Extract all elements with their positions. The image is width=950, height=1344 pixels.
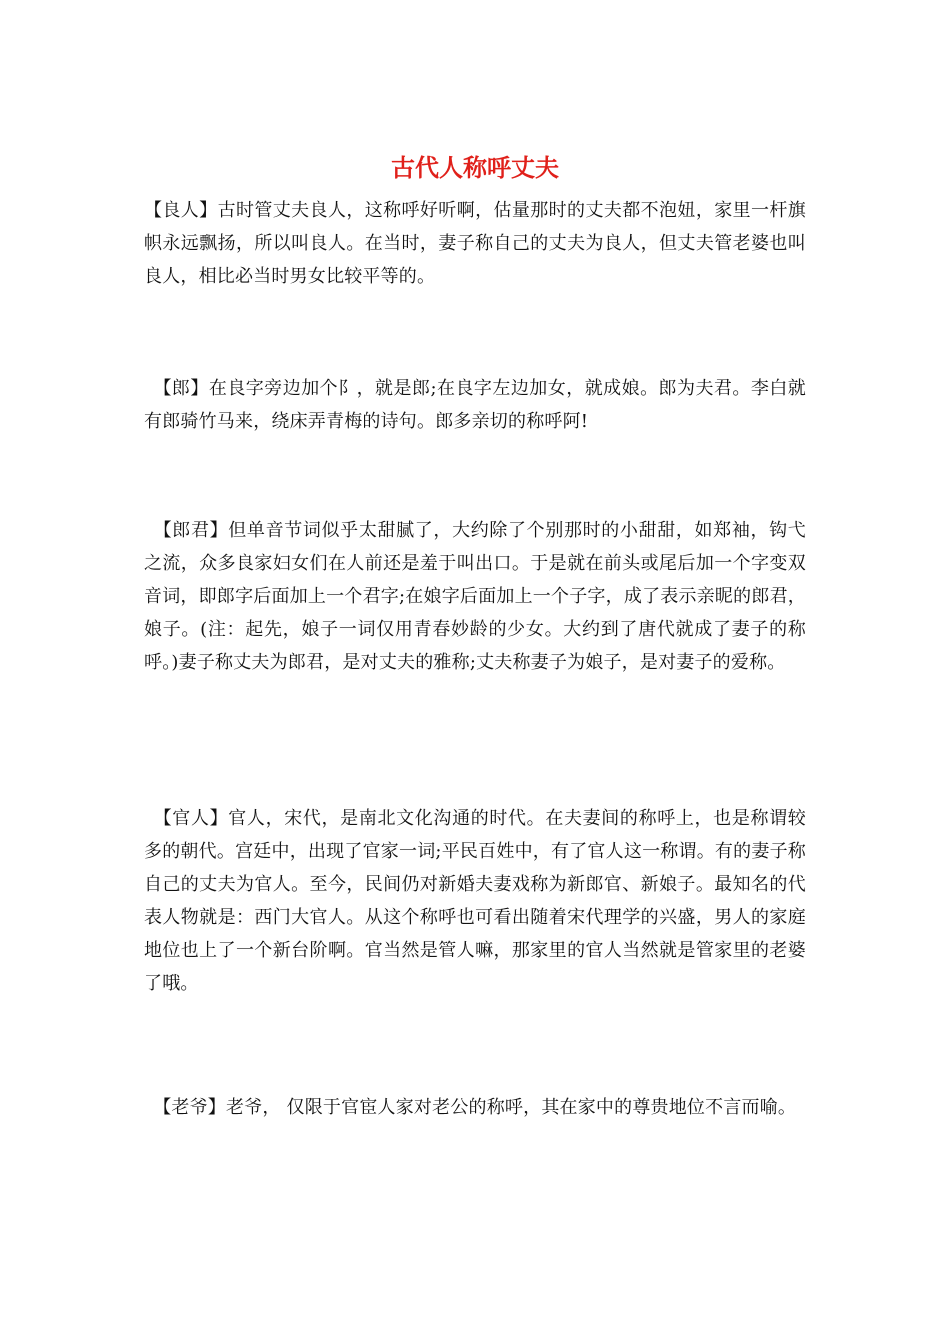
paragraph-guanren	[144, 802, 806, 1000]
paragraph-term: 【官人】	[162, 808, 229, 829]
paragraph-term: 【良人】	[144, 200, 218, 221]
paragraph-text: 古时管丈夫良人，这称呼好听啊，估量那时的丈夫都不泡妞，家里一杆旗帜永远飘扬，所以叫良人。在当时，妻子称自己的丈夫为良人，但丈夫管老婆也叫良人，相比必当时男女比较平等的。	[144, 200, 806, 287]
paragraph-text: 在良字旁边加个阝，就是郎;在良字左边加女，就成娘。郎为夫君。李白就有郎骑竹马来，绕床弄青梅的诗句。郎多亲切的称呼阿!	[144, 378, 806, 432]
paragraph-term: 【郎】	[162, 378, 209, 399]
paragraph-laoye	[144, 1091, 806, 1124]
paragraph-text: 老爷， 仅限于官宦人家对老公的称呼，其在家中的尊贵地位不言而喻。	[226, 1097, 797, 1118]
paragraph-text: 但单音节词似乎太甜腻了，大约除了个别那时的小甜甜，如郑袖，钩弋之流，众多良家妇女们在人前还是羞于叫出口。于是就在前头或尾后加一个字变双音词，即郎字后面加上一个君字;在娘字后面加上一个子字，成了表示亲昵的郎君，娘子。(注：起先，娘子一词仅用青春妙龄的少女。大约到了唐代就成了妻子的称呼。)妻子称丈夫为郎君，是对丈夫的雅称;丈夫称妻子为娘子，是对妻子的爱称。	[144, 520, 806, 673]
paragraph-text: 官人，宋代，是南北文化沟通的时代。在夫妻间的称呼上，也是称谓较多的朝代。宫廷中，出现了官家一词;平民百姓中，有了官人这一称谓。有的妻子称自己的丈夫为官人。至今，民间仍对新婚夫妻戏称为新郎官、新娘子。最知名的代表人物就是：西门大官人。从这个称呼也可看出随着宋代理学的兴盛，男人的家庭地位也上了一个新台阶啊。官当然是管人嘛，那家里的官人当然就是管家里的老婆了哦。	[144, 808, 806, 994]
paragraph-lang	[144, 372, 806, 438]
document-title: 古代人称呼丈夫	[391, 153, 559, 182]
paragraph-liangren	[144, 194, 806, 293]
paragraph-langjun	[144, 514, 806, 679]
paragraph-term: 【郎君】	[162, 520, 229, 541]
paragraph-term: 【老爷】	[162, 1097, 227, 1118]
